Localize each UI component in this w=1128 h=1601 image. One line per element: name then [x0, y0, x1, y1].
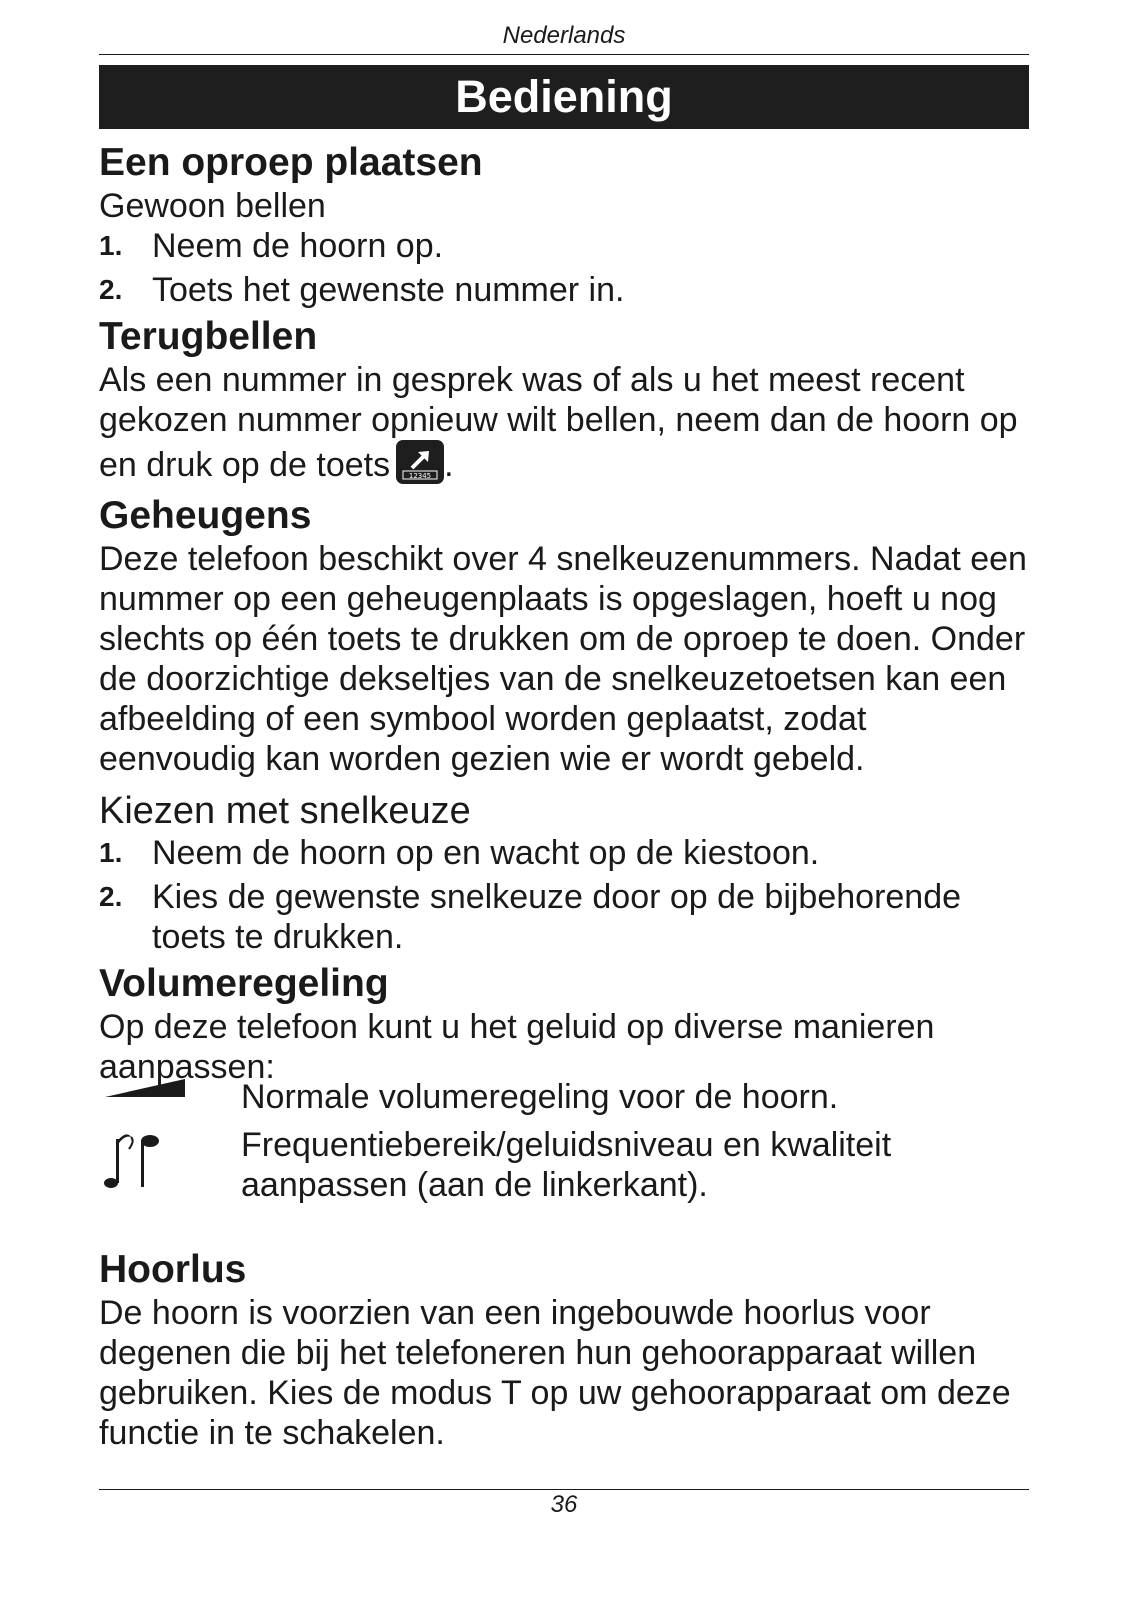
step-text: Neem de hoorn op. — [152, 227, 444, 265]
heading-call: Een oproep plaatsen — [99, 141, 483, 184]
heading-redial: Terugbellen — [99, 315, 318, 358]
redial-text: Als een nummer in gesprek was of als u het meest recent gekozen nummer opnieuw wilt bellen, neem dan de hoorn op en druk op de toets — [99, 361, 1018, 484]
step-text: Kies de gewenste snelkeuze door op de bijbehorende toets te drukken. — [152, 878, 962, 956]
page-number: 36 — [550, 1491, 578, 1518]
section-memories — [99, 493, 1029, 779]
list-item — [99, 833, 1029, 873]
memories-paragraph: Deze telefoon beschikt over 4 snelkeuzenummers. Nadat een nummer op een geheugenplaats is opgeslagen, hoeft u nog slechts op één toets te drukken om de oproep te doen. Onder de doorzichtige dekseltjes van de snelkeuzetoetsen kan een afbeelding of een symbool worden geplaatst, zodat eenvoudig kan worden gezien wie er wordt gebeld. — [99, 540, 1027, 778]
redial-paragraph — [99, 360, 1029, 485]
step-text: Neem de hoorn op en wacht op de kiestoon. — [152, 834, 820, 872]
volume-item-handset — [99, 1077, 1029, 1125]
heading-volume: Volumeregeling — [99, 962, 389, 1005]
heading-hearing-loop: Hoorlus — [99, 1248, 247, 1291]
redial-trailing: . — [444, 446, 454, 484]
page-content — [99, 140, 1029, 1453]
volume-intro: Op deze telefoon kunt u het geluid op diverse manieren aanpassen: — [99, 1008, 935, 1086]
section-call — [99, 140, 1029, 310]
section-hearing-loop — [99, 1247, 1029, 1453]
call-steps — [99, 226, 1029, 310]
volume-item-text: Frequentiebereik/geluidsniveau en kwaliteit aanpassen (aan de linkerkant). — [241, 1126, 892, 1204]
hearing-loop-paragraph: De hoorn is voorzien van een ingebouwde hoorlus voor degenen die bij het telefoneren hun gehoorapparaat willen gebruiken. Kies de modus T op uw gehoorapparaat om deze functie in te schakelen. — [99, 1294, 1011, 1452]
section-redial — [99, 314, 1029, 485]
step-number: 2. — [99, 274, 123, 305]
section-banner: Bediening — [99, 65, 1029, 129]
step-number: 1. — [99, 230, 123, 261]
heading-memories: Geheugens — [99, 494, 312, 537]
subheading-normal-call: Gewoon bellen — [99, 187, 326, 225]
section-volume — [99, 961, 1029, 1209]
step-number: 1. — [99, 837, 123, 868]
list-item — [99, 226, 1029, 266]
step-number: 2. — [99, 881, 123, 912]
subheading-speed-dial: Kiezen met snelkeuze — [99, 790, 471, 832]
step-text: Toets het gewenste nummer in. — [152, 271, 625, 309]
redial-key-icon — [396, 440, 444, 484]
running-head-language: Nederlands — [502, 22, 626, 49]
music-note-icon — [103, 1129, 163, 1198]
redial-key-label: 12345 — [408, 472, 432, 480]
volume-wedge-icon — [105, 1077, 185, 1106]
section-speed-dial — [99, 789, 1029, 957]
speed-dial-steps — [99, 833, 1029, 957]
list-item — [99, 270, 1029, 310]
volume-item-text: Normale volumeregeling voor de hoorn. — [241, 1078, 839, 1116]
volume-item-tone — [99, 1125, 1029, 1209]
header-rule — [99, 54, 1029, 55]
list-item — [99, 877, 1029, 957]
